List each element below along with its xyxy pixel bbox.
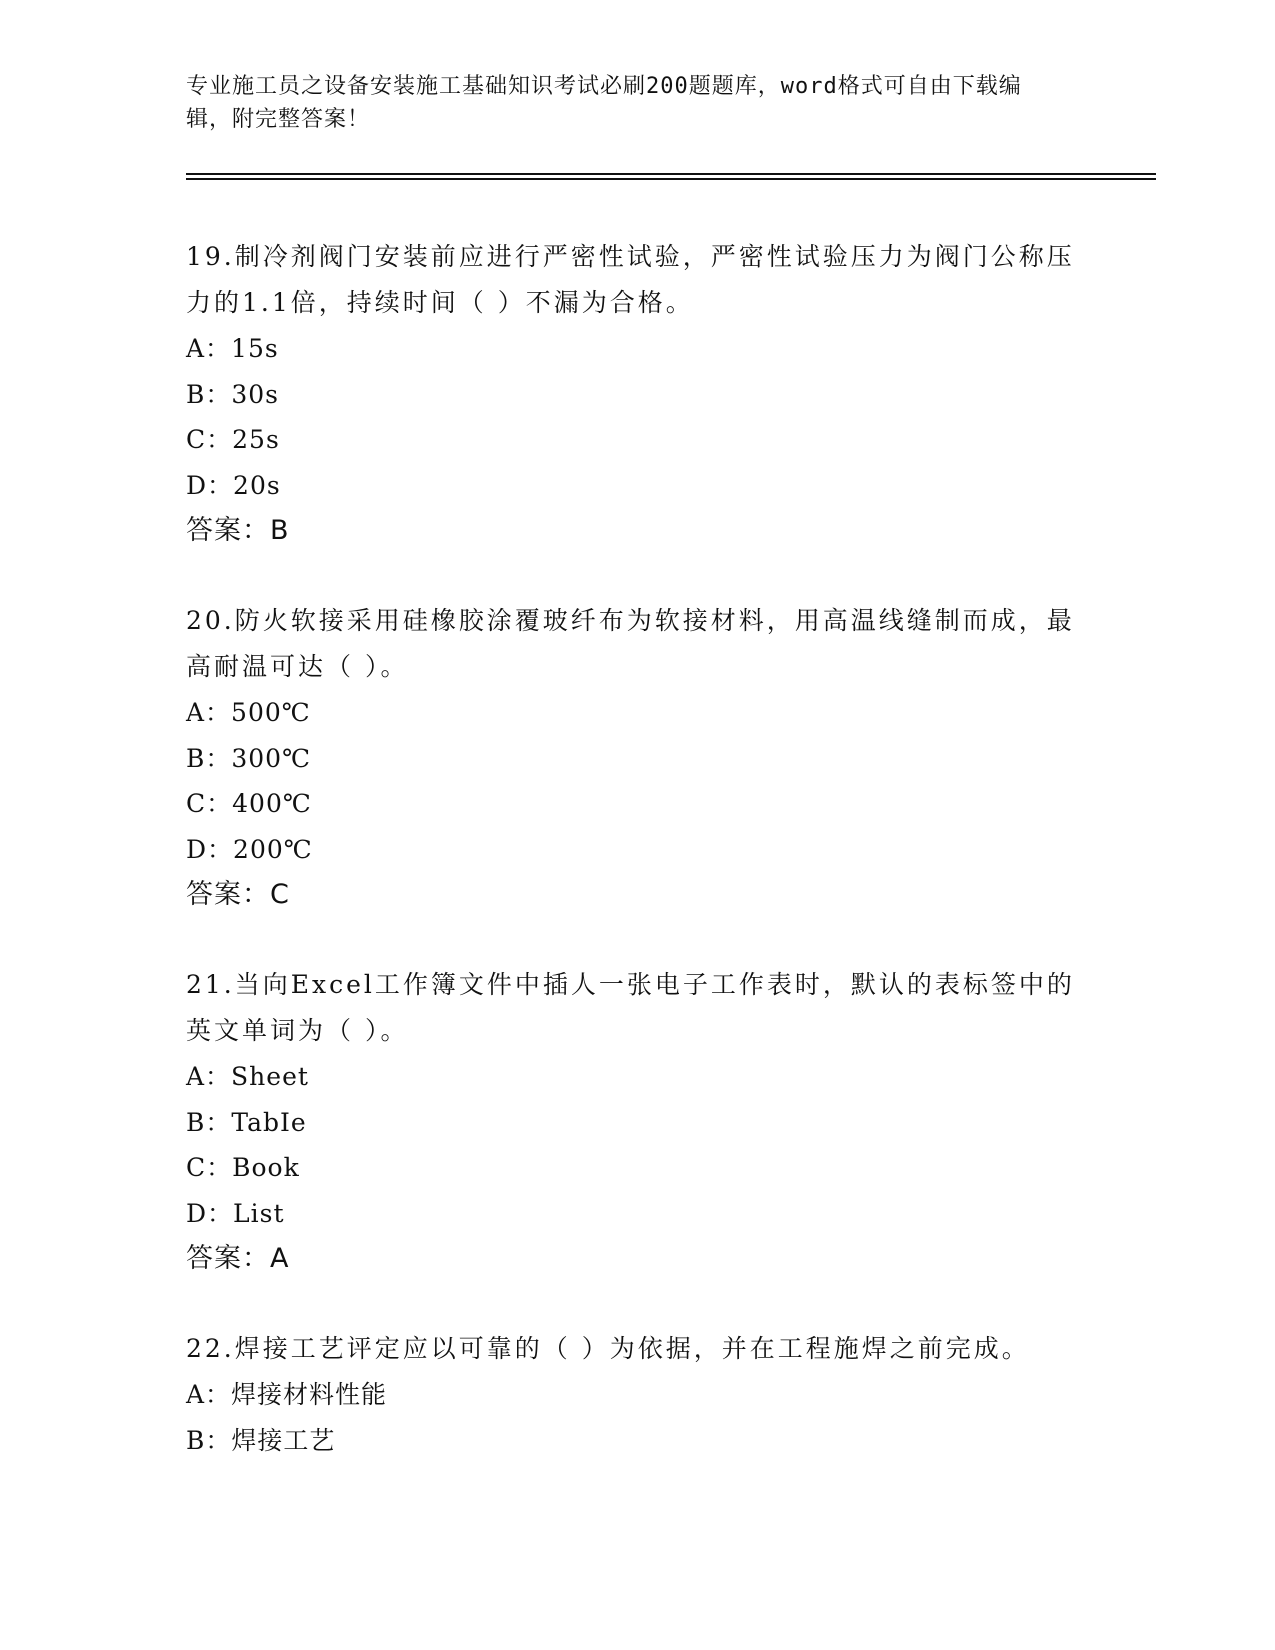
option-c: C：400℃ — [186, 789, 312, 818]
rule-line-bottom — [186, 178, 1156, 180]
option-d: D：200℃ — [186, 834, 313, 864]
question-list — [186, 234, 1156, 1463]
question-item — [186, 1326, 1156, 1463]
document-page — [186, 70, 1156, 1507]
option-b: B：TabIe — [186, 1107, 307, 1137]
question-text: 22.焊接工艺评定应以可靠的（ ）为依据，并在工程施焊之前完成。 — [186, 1334, 1030, 1363]
option-b: B：300℃ — [186, 743, 312, 773]
question-text: 19.制冷剂阀门安装前应进行严密性试验，严密性试验压力为阀门公称压力的1.1倍，持续时间（ ）不漏为合格。 — [186, 242, 1075, 317]
option-c: C：Book — [186, 1153, 300, 1182]
question-item — [186, 962, 1156, 1282]
option-a: A：焊接材料性能 — [186, 1380, 388, 1409]
question-text: 20.防火软接采用硅橡胶涂覆玻纤布为软接材料，用高温线缝制而成，最高耐温可达（ ）。 — [186, 606, 1075, 681]
question-item — [186, 234, 1156, 554]
option-c: C：25s — [186, 425, 280, 454]
rule-line-top — [186, 173, 1156, 175]
option-a: A：15s — [186, 334, 279, 363]
option-d: D：20s — [186, 470, 281, 500]
option-b: B：焊接工艺 — [186, 1425, 336, 1455]
option-b: B：30s — [186, 379, 280, 409]
option-d: D：List — [186, 1198, 285, 1228]
document-header: 专业施工员之设备安装施工基础知识考试必刷200题题库，word格式可自由下载编辑，附完整答案！ — [186, 74, 1022, 132]
option-a: A：500℃ — [186, 698, 311, 727]
question-item — [186, 598, 1156, 918]
question-text: 21.当向Excel工作簿文件中插人一张电子工作表时，默认的表标签中的英文单词为（ ）。 — [186, 970, 1075, 1045]
option-a: A：Sheet — [186, 1062, 309, 1091]
answer-line: 答案：A — [186, 1243, 290, 1274]
header-double-rule — [186, 173, 1156, 180]
answer-line: 答案：C — [186, 879, 290, 910]
answer-line: 答案：B — [186, 515, 290, 546]
